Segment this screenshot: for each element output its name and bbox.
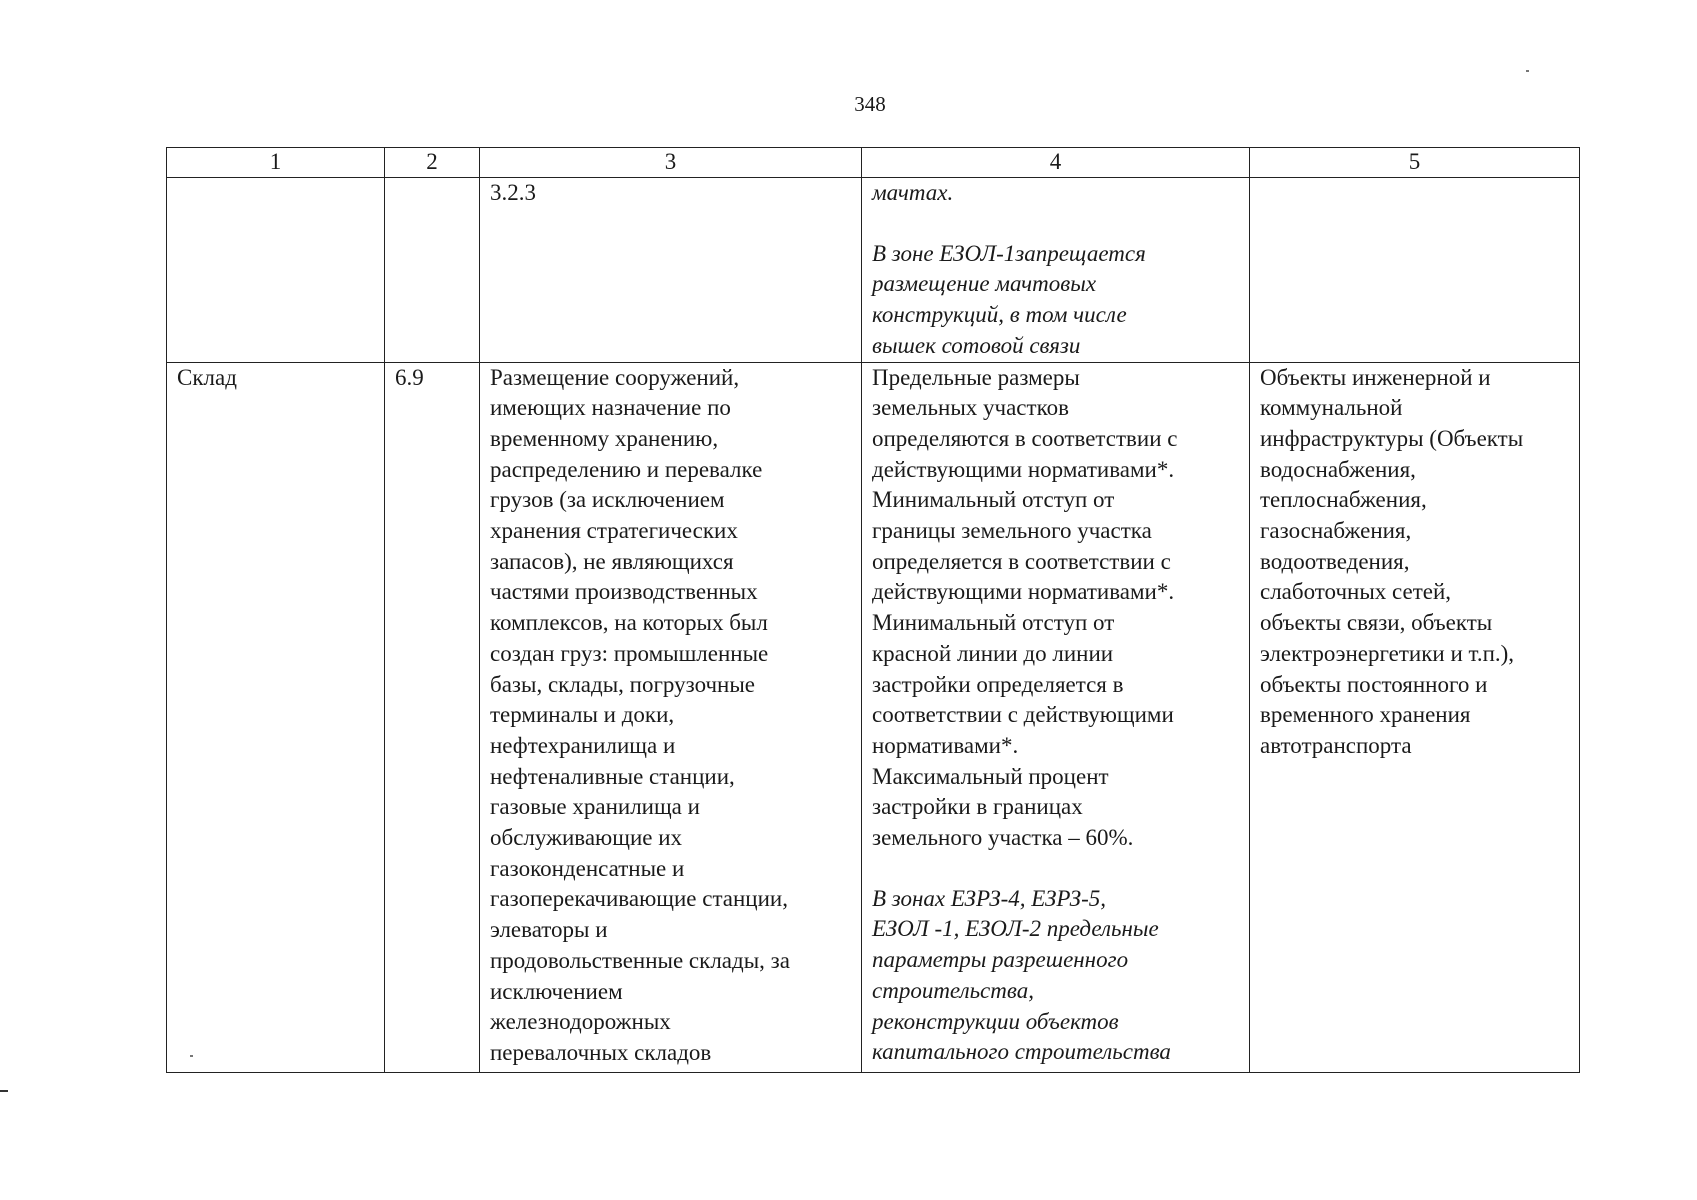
paragraph-gap: [872, 209, 1241, 239]
scan-speck: [1526, 70, 1529, 72]
table-header-row: [167, 148, 1580, 178]
row2-parameters-cell: [862, 362, 1250, 1072]
row2-use-type-text: Склад: [177, 364, 237, 390]
column-header-2: 2: [385, 148, 480, 178]
row1-use-type-cell: [167, 178, 385, 363]
row2-auxiliary-cell: [1250, 362, 1580, 1072]
column-header-3: 3: [480, 148, 862, 178]
table-row: [167, 362, 1580, 1072]
row1-description-cell: [480, 178, 862, 363]
zoning-table: [166, 147, 1580, 1073]
row2-auxiliary-text: Объекты инженерной и коммунальной инфраструктуры (Объекты водоснабжения, теплоснабжения, газоснабжения, водоотведения, слаботочных сетей, объекты связи, объекты электроэнергетики и т.п.), объекты постоянного и временного хранения автотранспорта: [1260, 364, 1524, 758]
row1-auxiliary-cell: [1250, 178, 1580, 363]
row1-parameters-cell: [862, 178, 1250, 363]
row1-parameters-text: мачтах.: [872, 180, 954, 205]
row1-zone-restriction-text: В зоне ЕЗОЛ-1запрещается размещение мачтовых конструкций, в том числе вышек сотовой связи: [872, 240, 1146, 358]
table-row: [167, 178, 1580, 363]
page-number: 348: [854, 92, 886, 116]
column-header-4: 4: [862, 148, 1250, 178]
row2-description-cell: [480, 362, 862, 1072]
scan-speck: [190, 1055, 193, 1057]
column-header-1: 1: [167, 148, 385, 178]
row2-code-cell: [385, 362, 480, 1072]
row2-description-text: Размещение сооружений, имеющих назначение по временному хранению, распределению и перевалке грузов (за исключением хранения стратегических запасов), не являющихся частями производственных комплексов, на которых был создан груз: промышленные базы, склады, погрузочные терминалы и доки, нефтехранилища и нефтеналивные станции, газовые хранилища и обслуживающие их газоконденсатные и газоперекачивающие станции, элеваторы и продовольственные склады, за исключением железнодорожных перевалочных складов: [490, 364, 790, 1065]
row1-code-cell: [385, 178, 480, 363]
column-header-5: 5: [1250, 148, 1580, 178]
margin-mark: [0, 1090, 8, 1092]
row2-code-text: 6.9: [395, 364, 424, 390]
row2-zone-parameters-text: В зонах ЕЗРЗ-4, ЕЗРЗ-5, ЕЗОЛ -1, ЕЗОЛ-2 предельные параметры разрешенного строительства, реконструкции объектов капитального строительства: [872, 885, 1171, 1065]
paragraph-gap: [872, 854, 1241, 884]
row1-description-text: 3.2.3: [490, 180, 536, 205]
row2-parameters-text: Предельные размеры земельных участков определяются в соответствии с действующими нормативами*. Минимальный отступ от границы земельного участка определяется в соответствии с действующими нормативами*. Минимальный отступ от красной линии до линии застройки определяется в соответствии с действующими нормативами*. Максимальный процент застройки в границах земельного участка – 60%.: [872, 364, 1178, 851]
row2-use-type-cell: [167, 362, 385, 1072]
